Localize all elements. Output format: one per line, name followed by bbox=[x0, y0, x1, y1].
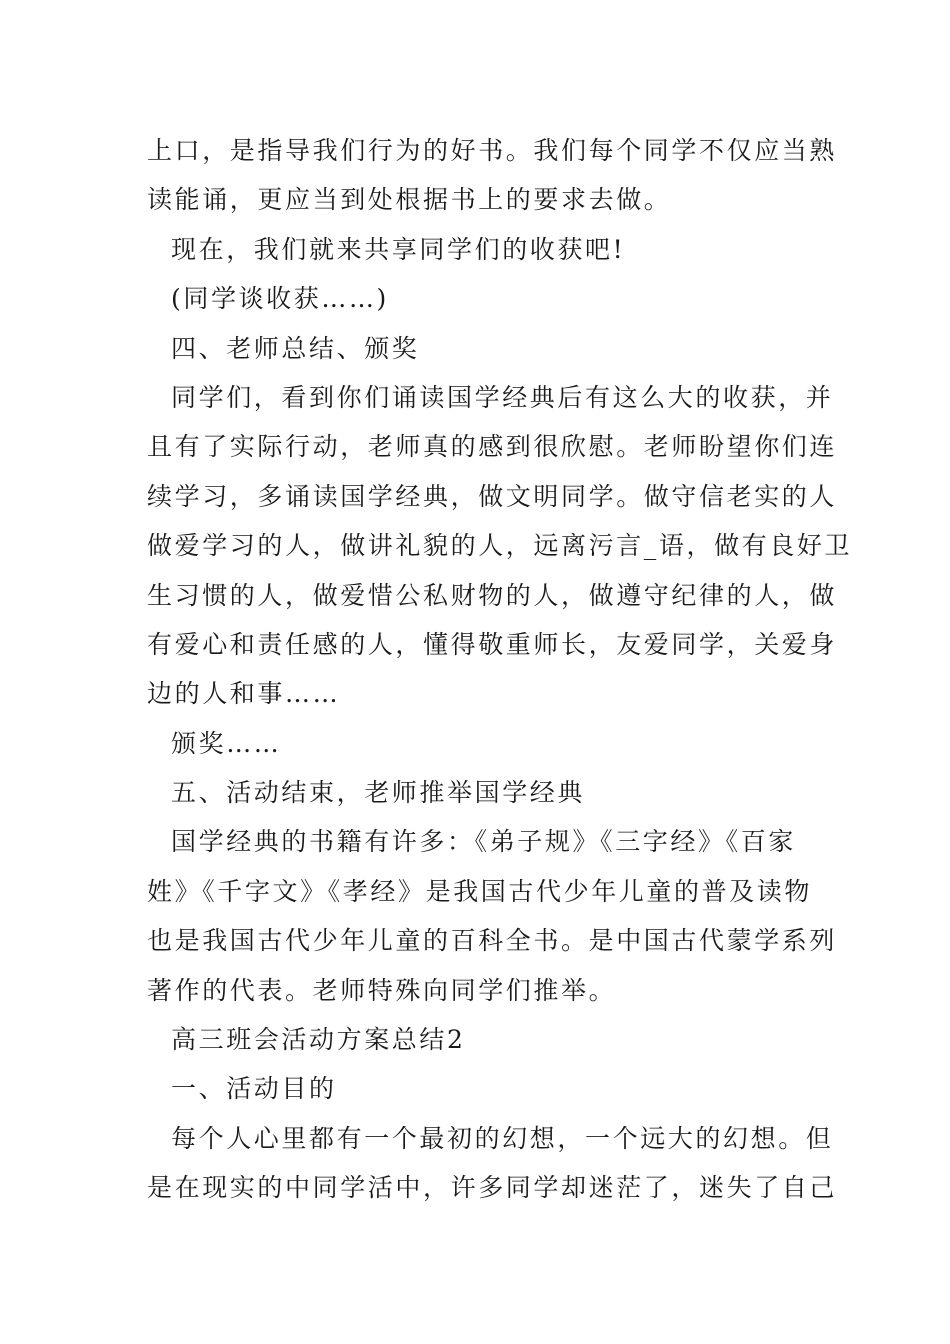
section-heading: 五、活动结束，老师推举国学经典 bbox=[171, 778, 586, 808]
text-line: 且有了实际行动，老师真的感到很欣慰。老师盼望你们连 bbox=[147, 432, 838, 462]
text-line: 做爱学习的人，做讲礼貌的人，远离污言_语，做有良好卫 bbox=[147, 531, 853, 561]
text-line: 同学们，看到你们诵读国学经典后有这么大的收获，并 bbox=[171, 382, 834, 412]
text-line: 现在，我们就来共享同学们的收获吧! bbox=[171, 234, 626, 264]
text-line: 读能诵，更应当到处根据书上的要求去做。 bbox=[147, 185, 672, 215]
text-line: (同学谈收获……) bbox=[171, 284, 389, 314]
text-line: 边的人和事…… bbox=[147, 679, 341, 709]
text-line: 是在现实的中同学活中，许多同学却迷茫了，迷失了自己 bbox=[147, 1173, 838, 1203]
text-line: 著作的代表。老师特殊向同学们推举。 bbox=[147, 975, 617, 1005]
text-line: 续学习，多诵读国学经典，做文明同学。做守信老实的人 bbox=[147, 481, 838, 511]
text-line: 也是我国古代少年儿童的百科全书。是中国古代蒙学系列 bbox=[147, 926, 838, 956]
section-heading: 四、老师总结、颁奖 bbox=[171, 333, 420, 363]
text-line: 每个人心里都有一个最初的幻想，一个远大的幻想。但 bbox=[171, 1123, 834, 1153]
document-body bbox=[147, 126, 853, 1213]
text-line: 生习惯的人，做爱惜公私财物的人，做遵守纪律的人，做 bbox=[147, 580, 838, 610]
text-line: 上口，是指导我们行为的好书。我们每个同学不仅应当熟 bbox=[147, 136, 838, 165]
text-line: 颁奖…… bbox=[171, 728, 282, 758]
text-line: 姓》《千字文》《孝经》是我国古代少年儿童的普及读物 bbox=[147, 876, 813, 906]
document-title: 高三班会活动方案总结2 bbox=[171, 1025, 466, 1055]
text-line: 有爱心和责任感的人，懂得敬重师长，友爱同学，关爱身 bbox=[147, 629, 838, 659]
section-heading: 一、活动目的 bbox=[171, 1074, 337, 1104]
text-line: 国学经典的书籍有许多：《弟子规》《三字经》《百家 bbox=[171, 827, 796, 857]
